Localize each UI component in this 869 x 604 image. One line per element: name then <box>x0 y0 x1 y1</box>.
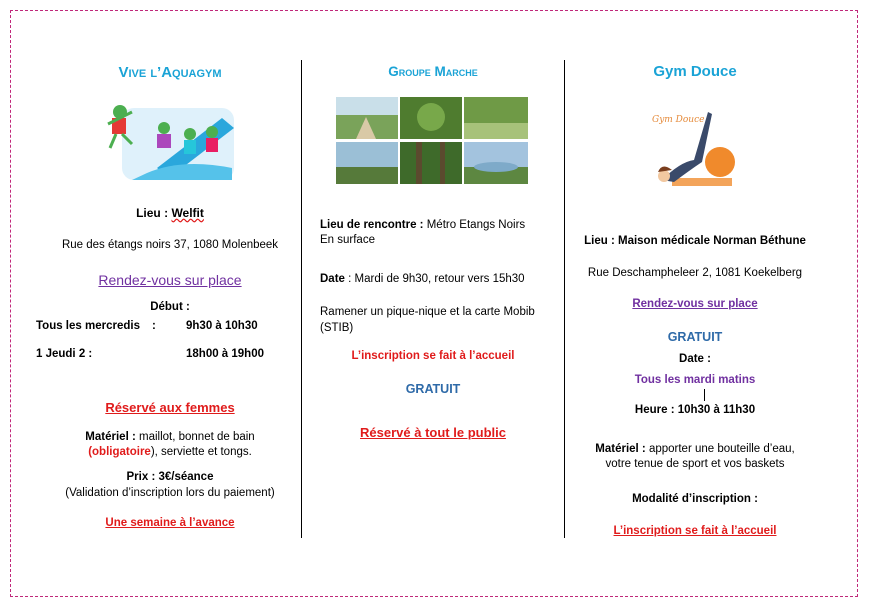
gym-title: Gym Douce <box>653 63 737 80</box>
aquagym-row2-day: 1 Jeudi 2 : <box>36 348 93 360</box>
aquagym-prix: Prix : 3€/séance <box>126 471 214 483</box>
gym-date-label: Date : <box>679 353 711 365</box>
marche-surface: En surface <box>320 234 375 246</box>
gym-illustration-text: Gym Douce <box>652 115 705 125</box>
aquagym-row1-time: 9h30 à 10h30 <box>186 320 258 332</box>
aquagym-obligatoire: obligatoire <box>92 446 151 458</box>
aquagym-row2-time: 18h00 à 19h00 <box>186 348 265 360</box>
gym-modalite: Modalité d’inscription : <box>632 493 758 505</box>
gym-heure: Heure : 10h30 à 11h30 <box>634 404 756 416</box>
column-divider-1 <box>301 60 302 538</box>
aquagym-illustration <box>102 98 237 183</box>
marche-lieu: Lieu de rencontre : Métro Etangs Noirs En surface <box>320 219 526 246</box>
marche-ramener: Ramener un pique-nique et la carte Mobib (STIB) <box>320 306 535 334</box>
marche-gratuit: GRATUIT <box>405 382 461 396</box>
aquagym-address: Rue des étangs noirs 37, 1080 Molenbeek <box>61 239 279 251</box>
gym-gratuit: GRATUIT <box>667 330 723 344</box>
aquagym-row1-sep: : <box>152 320 156 332</box>
aquagym-lieu-value: Welfit <box>171 206 204 220</box>
aquagym-row1-day: Tous les mercredis <box>36 320 140 332</box>
aquagym-rdv-link[interactable]: Rendez-vous sur place <box>98 272 242 288</box>
marche-date: Date : Mardi de 9h30, retour vers 15h30 <box>320 273 525 285</box>
aquagym-debut-label: Début : <box>150 301 190 313</box>
gym-date-value: Tous les mardi matins <box>634 374 756 386</box>
marche-title: Groupe Marche <box>388 64 478 79</box>
aquagym-lieu: Lieu : Welfit <box>136 206 204 220</box>
aquagym-materiel: Matériel : maillot, bonnet de bain (obligatoire), serviette et tongs. <box>85 431 255 458</box>
gym-rdv-link[interactable]: Rendez-vous sur place <box>632 298 758 310</box>
marche-lieu-value: Métro Etangs Noirs <box>426 219 526 231</box>
aquagym-reserve: Réservé aux femmes <box>105 400 235 415</box>
gym-inscription: L’inscription se fait à l’accueil <box>613 525 777 537</box>
marche-reserve: Réservé à tout le public <box>360 425 506 440</box>
aquagym-title: Vive l’Aquagym <box>118 64 222 81</box>
gym-illustration <box>650 100 736 192</box>
marche-inscription: L’inscription se fait à l’accueil <box>351 350 515 362</box>
aquagym-avance: Une semaine à l’avance <box>105 517 235 529</box>
aquagym-validation: (Validation d’inscription lors du paiement) <box>65 487 275 499</box>
gym-address: Rue Deschampheleer 2, 1081 Koekelberg <box>587 267 803 279</box>
gym-materiel: Matériel : apporter une bouteille d’eau, votre tenue de sport et vos baskets <box>595 443 795 470</box>
text-cursor <box>704 389 705 401</box>
gym-lieu: Lieu : Maison médicale Norman Béthune <box>584 235 806 247</box>
marche-photo-collage <box>336 97 528 184</box>
